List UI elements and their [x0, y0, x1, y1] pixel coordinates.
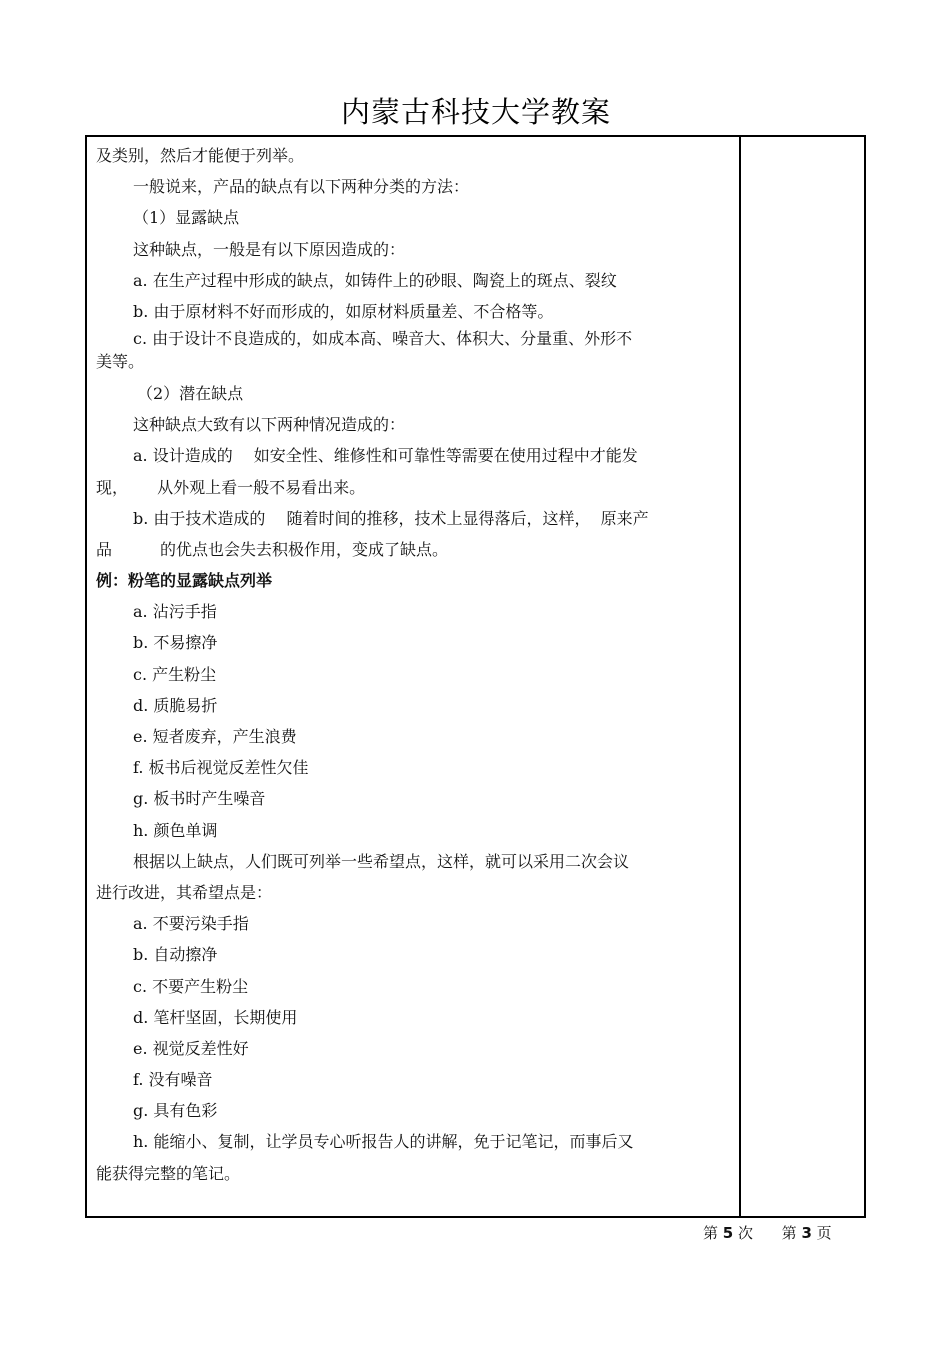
list-item: h. 颜色单调	[133, 820, 218, 840]
text-line: b. 由于原材料不好而形成的，如原材料质量差、不合格等。	[133, 301, 554, 321]
list-item: e. 短者废弃，产生浪费	[133, 727, 297, 746]
list-item: h. 能缩小、复制，让学员专心听报告人的讲解，免于记笔记，而事后又	[133, 1132, 634, 1152]
list-item: e. 视觉反差性好	[133, 1038, 249, 1058]
text-line: 这种缺点，一般是有以下原因造成的：	[133, 239, 406, 259]
page-number-label: 第 3 页	[781, 1224, 832, 1242]
text-line: 及类别，然后才能便于列举。	[96, 146, 305, 165]
example-heading: 例：粉笔的显露缺点列举	[96, 571, 273, 591]
list-item: f. 板书后视觉反差性欠佳	[133, 758, 309, 778]
list-item: c. 不要产生粉尘	[133, 976, 249, 996]
list-item: g. 板书时产生噪音	[133, 789, 266, 809]
text-line: （1）显露缺点	[133, 208, 240, 228]
list-item: b. 不易擦净	[133, 633, 218, 653]
list-item: a. 不要污染手指	[133, 914, 249, 934]
text-line: 能获得完整的笔记。	[96, 1163, 241, 1183]
text-line: a. 在生产过程中形成的缺点，如铸件上的砂眼、陶瓷上的斑点、裂纹	[133, 270, 617, 290]
text-line: 美等。	[96, 351, 145, 371]
list-item: c. 产生粉尘	[133, 664, 217, 684]
text-line: c. 由于设计不良造成的，如成本高、噪音大、体积大、分量重、外形不	[133, 328, 633, 348]
session-label: 第 5 次	[703, 1224, 754, 1242]
lesson-content	[96, 140, 736, 1189]
text-line: 根据以上缺点，人们既可列举一些希望点，这样，就可以采用二次会议	[133, 851, 630, 871]
column-divider	[739, 135, 741, 1218]
text-line: a. 设计造成的 如安全性、维修性和可靠性等需要在使用过程中才能发	[133, 446, 638, 466]
list-item: d. 笔杆坚固，长期使用	[133, 1007, 298, 1027]
list-item: g. 具有色彩	[133, 1101, 218, 1121]
list-item: b. 自动擦净	[133, 945, 218, 965]
list-item: a. 沾污手指	[133, 602, 217, 622]
text-line: （2）潜在缺点	[137, 383, 244, 403]
list-item: f. 没有噪音	[133, 1070, 213, 1090]
text-line: 进行改进，其希望点是：	[96, 882, 273, 902]
text-line: b. 由于技术造成的 随着时间的推移，技术上显得落后，这样， 原来产	[133, 508, 649, 528]
text-line: 这种缺点大致有以下两种情况造成的：	[133, 415, 406, 435]
text-line: 品 的优点也会失去积极作用，变成了缺点。	[96, 539, 449, 559]
text-line: 现， 从外观上看一般不易看出来。	[96, 477, 366, 497]
list-item: d. 质脆易折	[133, 695, 218, 715]
page-footer	[703, 1222, 832, 1243]
page-title: 内蒙古科技大学教案	[340, 95, 611, 129]
text-line: 一般说来，产品的缺点有以下两种分类的方法：	[133, 177, 470, 197]
